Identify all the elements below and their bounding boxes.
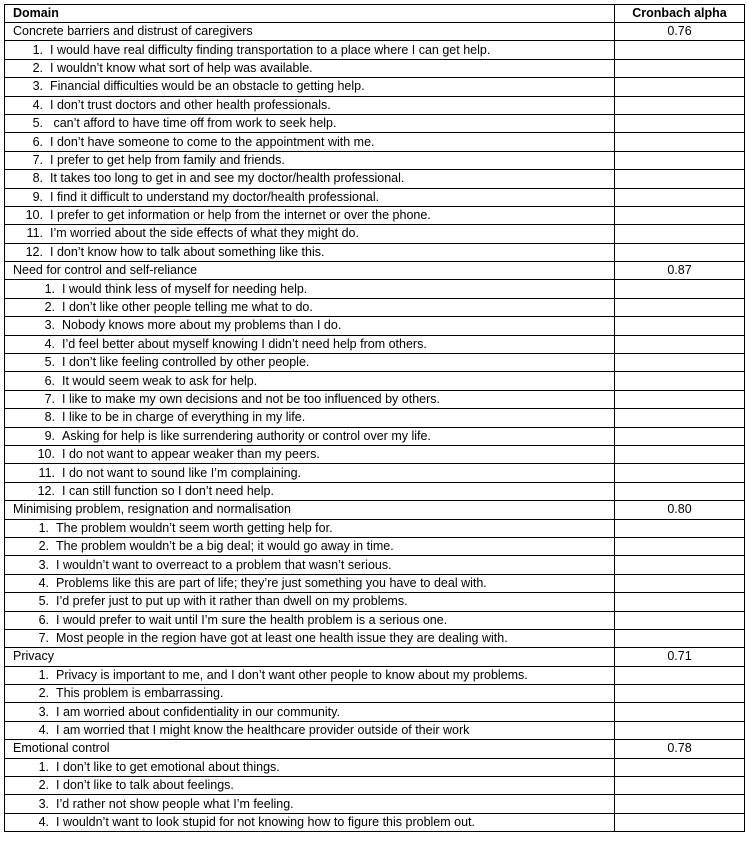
empty-alpha-cell [615,317,745,335]
item-row [5,721,745,739]
item-cell [5,409,615,427]
item-text: Problems like this are part of life; they’re just something you have to deal with. [56,575,487,590]
item-row [5,519,745,537]
item-cell [5,151,615,169]
item-row [5,703,745,721]
item-text: I prefer to get help from family and friends. [50,152,285,167]
empty-alpha-cell [615,409,745,427]
item-number: 12. [25,244,43,259]
cronbach-alpha-value: 0.87 [615,262,745,280]
item-cell [5,335,615,353]
item-text: I’m worried about the side effects of what they might do. [50,226,359,241]
item-row [5,409,745,427]
domain-row [5,501,745,519]
item-row [5,556,745,574]
item-row [5,574,745,592]
item-text: This problem is embarrassing. [56,686,224,701]
item-number: 7. [38,631,49,646]
item-cell [5,482,615,500]
item-text: I don’t like to get emotional about things. [56,759,280,774]
item-number: 5. [32,116,43,131]
item-number: 3. [32,79,43,94]
item-text: I can still function so I don’t need help. [62,483,274,498]
item-cell [5,574,615,592]
empty-alpha-cell [615,96,745,114]
item-number: 2. [38,686,49,701]
item-text: Asking for help is like surrendering authority or control over my life. [62,428,431,443]
item-text: Nobody knows more about my problems than I do. [62,318,342,333]
item-number: 4. [32,97,43,112]
item-text: I like to be in charge of everything in my life. [62,410,306,425]
item-cell [5,611,615,629]
empty-alpha-cell [615,666,745,684]
item-text: I prefer to get information or help from the internet or over the phone. [50,208,431,223]
item-cell [5,225,615,243]
domain-name: Privacy [5,648,615,666]
item-cell [5,629,615,647]
cronbach-alpha-value: 0.78 [615,740,745,758]
item-cell [5,206,615,224]
item-number: 4. [38,723,49,738]
item-cell [5,556,615,574]
item-row [5,114,745,132]
empty-alpha-cell [615,225,745,243]
item-cell [5,593,615,611]
item-text: The problem wouldn’t seem worth getting help for. [56,520,333,535]
cronbach-alpha-value: 0.80 [615,501,745,519]
cronbach-alpha-value: 0.76 [615,23,745,41]
item-number: 6. [44,373,55,388]
item-cell [5,813,615,831]
item-text: I don’t like feeling controlled by other people. [62,355,310,370]
item-row [5,206,745,224]
item-number: 4. [38,575,49,590]
item-row [5,170,745,188]
item-number: 4. [44,336,55,351]
item-cell [5,280,615,298]
item-number: 2. [38,778,49,793]
item-row [5,354,745,372]
empty-alpha-cell [615,574,745,592]
empty-alpha-cell [615,188,745,206]
item-text: I don’t like other people telling me what to do. [62,300,313,315]
cronbach-alpha-value: 0.71 [615,648,745,666]
domain-row [5,23,745,41]
item-number: 4. [38,814,49,829]
item-number: 3. [38,796,49,811]
item-number: 8. [44,410,55,425]
item-row [5,795,745,813]
item-cell [5,354,615,372]
empty-alpha-cell [615,629,745,647]
item-cell [5,133,615,151]
item-text: I wouldn’t want to look stupid for not knowing how to figure this problem out. [56,814,475,829]
item-cell [5,427,615,445]
item-text: The problem wouldn’t be a big deal; it would go away in time. [56,539,394,554]
item-cell [5,666,615,684]
item-row [5,298,745,316]
item-cell [5,96,615,114]
item-number: 12. [37,483,55,498]
item-row [5,813,745,831]
item-number: 6. [38,612,49,627]
item-number: 8. [32,171,43,186]
alpha-header: Cronbach alpha [615,5,745,23]
empty-alpha-cell [615,464,745,482]
item-row [5,629,745,647]
item-number: 1. [32,42,43,57]
item-text: I don’t trust doctors and other health professionals. [50,97,331,112]
item-row [5,390,745,408]
item-number: 11. [26,226,43,241]
item-row [5,758,745,776]
item-cell [5,537,615,555]
empty-alpha-cell [615,354,745,372]
item-number: 2. [38,539,49,554]
item-text: I don’t like to talk about feelings. [56,778,234,793]
item-cell [5,317,615,335]
empty-alpha-cell [615,813,745,831]
empty-alpha-cell [615,721,745,739]
item-row [5,225,745,243]
item-row [5,133,745,151]
item-cell [5,703,615,721]
empty-alpha-cell [615,703,745,721]
domain-name: Concrete barriers and distrust of caregivers [5,23,615,41]
item-row [5,78,745,96]
empty-alpha-cell [615,482,745,500]
item-number: 7. [32,152,43,167]
domain-name: Minimising problem, resignation and normalisation [5,501,615,519]
item-cell [5,298,615,316]
item-cell [5,78,615,96]
empty-alpha-cell [615,427,745,445]
item-text: Financial difficulties would be an obstacle to getting help. [50,79,365,94]
item-number: 10. [37,447,55,462]
item-text: I am worried that I might know the healthcare provider outside of their work [56,723,470,738]
empty-alpha-cell [615,758,745,776]
item-cell [5,721,615,739]
item-cell [5,795,615,813]
empty-alpha-cell [615,519,745,537]
empty-alpha-cell [615,114,745,132]
item-text: I like to make my own decisions and not be too influenced by others. [62,392,440,406]
item-number: 5. [38,594,49,609]
item-text: I do not want to sound like I’m complaining. [62,465,302,480]
item-cell [5,59,615,77]
item-row [5,280,745,298]
item-cell [5,445,615,463]
empty-alpha-cell [615,611,745,629]
empty-alpha-cell [615,59,745,77]
item-cell [5,372,615,390]
item-text: I wouldn’t know what sort of help was available. [50,60,313,75]
empty-alpha-cell [615,206,745,224]
item-cell [5,777,615,795]
domain-row [5,262,745,280]
item-number: 11. [38,465,55,480]
empty-alpha-cell [615,685,745,703]
item-row [5,666,745,684]
item-text: It takes too long to get in and see my doctor/health professional. [50,171,405,186]
item-cell [5,390,615,408]
domain-name: Need for control and self-reliance [5,262,615,280]
empty-alpha-cell [615,170,745,188]
item-number: 9. [32,189,43,204]
item-row [5,372,745,390]
empty-alpha-cell [615,243,745,261]
item-cell [5,188,615,206]
item-text: Most people in the region have got at least one health issue they are dealing with. [56,631,508,646]
item-row [5,777,745,795]
item-cell [5,519,615,537]
item-text: I would think less of myself for needing help. [62,281,308,296]
domain-header: Domain [5,5,615,23]
item-number: 7. [44,392,55,406]
item-text: I don’t have someone to come to the appointment with me. [50,134,375,149]
domain-row [5,648,745,666]
empty-alpha-cell [615,593,745,611]
empty-alpha-cell [615,133,745,151]
item-number: 2. [44,300,55,315]
empty-alpha-cell [615,298,745,316]
domain-name: Emotional control [5,740,615,758]
item-row [5,445,745,463]
item-text: I wouldn’t want to overreact to a problem that wasn’t serious. [56,557,392,572]
item-text: I’d rather not show people what I’m feeling. [56,796,294,811]
item-row [5,464,745,482]
item-text: I am worried about confidentiality in our community. [56,704,340,719]
item-text: I do not want to appear weaker than my peers. [62,447,320,462]
item-row [5,482,745,500]
item-row [5,427,745,445]
item-cell [5,758,615,776]
item-row [5,188,745,206]
item-cell [5,464,615,482]
empty-alpha-cell [615,537,745,555]
empty-alpha-cell [615,372,745,390]
item-cell [5,41,615,59]
empty-alpha-cell [615,795,745,813]
item-row [5,59,745,77]
empty-alpha-cell [615,335,745,353]
item-row [5,151,745,169]
empty-alpha-cell [615,280,745,298]
item-row [5,335,745,353]
item-number: 2. [32,60,43,75]
item-number: 5. [44,355,55,370]
domain-row [5,740,745,758]
item-cell [5,170,615,188]
empty-alpha-cell [615,556,745,574]
item-number: 6. [32,134,43,149]
item-text: I would prefer to wait until I’m sure the health problem is a serious one. [56,612,448,627]
item-row [5,537,745,555]
item-number: 1. [38,759,49,774]
item-row [5,317,745,335]
item-cell [5,114,615,132]
empty-alpha-cell [615,151,745,169]
item-text: Privacy is important to me, and I don’t want other people to know about my problems. [56,667,528,682]
item-text: I find it difficult to understand my doctor/health professional. [50,189,380,204]
item-row [5,41,745,59]
item-text: It would seem weak to ask for help. [62,373,258,388]
item-row [5,685,745,703]
item-text: can’t afford to have time off from work to seek help. [50,116,337,131]
item-number: 1. [44,281,55,296]
item-number: 1. [38,667,49,682]
item-number: 1. [38,520,49,535]
item-text: I would have real difficulty finding transportation to a place where I can get help. [50,42,491,57]
empty-alpha-cell [615,445,745,463]
item-number: 3. [38,704,49,719]
item-row [5,96,745,114]
item-number: 3. [44,318,55,333]
empty-alpha-cell [615,390,745,408]
item-number: 10. [25,208,43,223]
item-text: I’d prefer just to put up with it rather than dwell on my problems. [56,594,408,609]
empty-alpha-cell [615,41,745,59]
item-number: 9. [44,428,55,443]
item-row [5,243,745,261]
item-text: I don’t know how to talk about something like this. [50,244,325,259]
item-cell [5,685,615,703]
empty-alpha-cell [615,777,745,795]
item-row [5,611,745,629]
table-header-row [5,5,745,23]
item-row [5,593,745,611]
item-number: 3. [38,557,49,572]
item-cell [5,243,615,261]
item-text: I’d feel better about myself knowing I didn’t need help from others. [62,336,427,351]
empty-alpha-cell [615,78,745,96]
domain-alpha-table [4,4,745,832]
